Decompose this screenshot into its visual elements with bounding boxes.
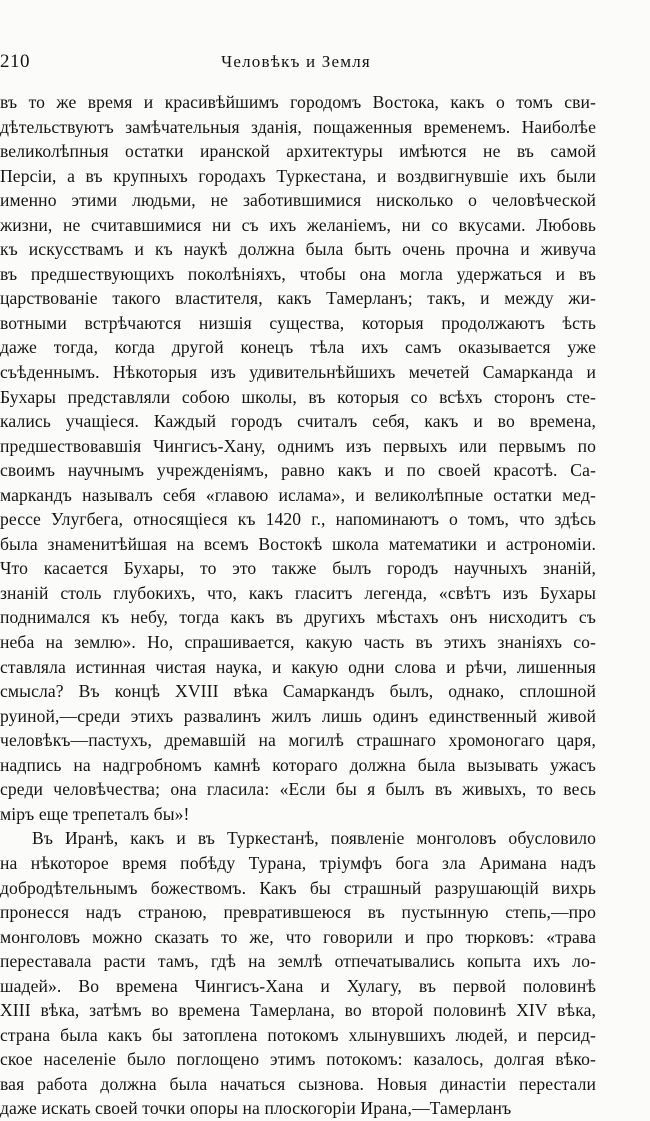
- text-line: смысла? Въ концѣ XVIII вѣка Самаркандъ былъ, однако, сплошной: [0, 681, 596, 702]
- text-line: неба на землю». Но, спрашивается, какую часть въ этихъ знаніяхъ со-: [0, 632, 596, 653]
- text-line: ское населеніе было поглощено этимъ потокомъ: казалось, долгая вѣко-: [0, 1049, 596, 1070]
- text-line: царствованіе такого властителя, какъ Тамерланъ; такъ, и между жи-: [0, 288, 596, 309]
- text-line: знаній столь глубокихъ, что, какъ гласитъ легенда, «свѣтъ изъ Бухары: [0, 582, 596, 603]
- text-line: жизни, не считавшимися ни съ ихъ желаніемъ, ни со вкусами. Любовь: [0, 214, 596, 235]
- paragraph: [0, 826, 596, 1121]
- text-line: Что касается Бухары, то это также былъ городъ научныхъ знаній,: [0, 558, 596, 579]
- text-line: страна была какъ бы затоплена потокомъ хлынувшихъ людей, и персид-: [0, 1024, 596, 1045]
- body-text: [0, 90, 596, 1121]
- page-header: [0, 48, 650, 76]
- text-line: предшествовавшія Чингисъ-Хану, однимъ изъ первыхъ или первымъ по: [0, 435, 596, 456]
- text-line: Въ Иранѣ, какъ и въ Туркестанѣ, появленіе монголовъ обусловило: [32, 828, 596, 849]
- text-line: даже тогда, когда другой конецъ тѣла ихъ самъ оказывается уже: [0, 337, 596, 358]
- text-line: въ предшествующихъ поколѣніяхъ, чтобы она могла удержаться и въ: [0, 263, 596, 284]
- text-line: шадей». Во времена Чингисъ-Хана и Хулагу, въ первой половинѣ: [0, 975, 596, 996]
- text-line: ставляла истинная чистая наука, и какую одни слова и рѣчи, лишенныя: [0, 656, 596, 677]
- text-line: даже искать своей точки опоры на плоскогоріи Ирана,—Тамерланъ: [0, 1098, 512, 1119]
- text-line: на нѣкоторое время побѣду Турана, тріумфъ бога зла Аримана надъ: [0, 852, 596, 873]
- text-line: вая работа должна была начаться сызнова. Новыя династіи перестали: [0, 1073, 596, 1094]
- text-line: Персіи, а въ крупныхъ городахъ Туркестана, и воздвигнувшіе ихъ были: [0, 165, 596, 186]
- text-line: переставала расти тамъ, гдѣ на землѣ отпечатывались копыта ихъ ло-: [0, 951, 596, 972]
- text-line: великолѣпныя остатки иранской архитектуры имѣются не въ самой: [0, 141, 596, 162]
- text-line: добродѣтельнымъ божествомъ. Какъ бы страшный разрушающій вихрь: [0, 877, 596, 898]
- text-line: была знаменитѣйшая на всемъ Востокѣ школа математики и астрономіи.: [0, 533, 596, 554]
- text-line: Бухары представляли собою школы, въ которыя со всѣхъ сторонъ сте-: [0, 386, 596, 407]
- text-line: вотными встрѣчаются низшія существа, которыя продолжаютъ ѣсть: [0, 312, 596, 333]
- text-line: къ искусствамъ и къ наукѣ должна была быть очень прочна и живуча: [0, 239, 596, 260]
- text-line: руиной,—среди этихъ развалинъ жилъ лишь одинъ единственный живой: [0, 705, 596, 726]
- paragraph: [0, 90, 596, 826]
- text-line: своимъ научнымъ учрежденіямъ, равно какъ и по своей красотѣ. Са-: [0, 460, 596, 481]
- text-line: человѣкъ—пастухъ, дремавшій на могилѣ страшнаго хромоногаго царя,: [0, 730, 596, 751]
- text-line: XIII вѣка, затѣмъ во времена Тамерлана, во второй половинѣ XIV вѣка,: [0, 1000, 596, 1021]
- text-line: среди человѣчества; она гласила: «Если бы я былъ въ живыхъ, то весь: [0, 779, 596, 800]
- text-line: надпись на надгробномъ камнѣ котораго должна была вызывать ужасъ: [0, 754, 596, 775]
- text-line: пронесся надъ страною, превратившеюся въ пустынную степь,—про: [0, 902, 596, 923]
- text-line: именно этими людьми, не заботившимися нисколько о человѣческой: [0, 190, 596, 211]
- text-line: поднимался къ небу, тогда какъ въ другихъ мѣстахъ онъ нисходитъ съ: [0, 607, 596, 628]
- text-line: ресcе Улугбега, относящіеся къ 1420 г., напоминаютъ о томъ, что здѣсь: [0, 509, 596, 530]
- page-number: 210: [0, 51, 30, 72]
- running-title: Человѣкъ и Земля: [221, 52, 371, 71]
- text-line: монголовъ можно сказать то же, что говорили и про тюрковъ: «трава: [0, 926, 596, 947]
- text-line: міръ еще трепеталъ бы»!: [0, 803, 190, 824]
- text-line: кались учащіеся. Каждый городъ считалъ себя, какъ и во времена,: [0, 411, 596, 432]
- text-line: съѣденнымъ. Нѣкоторыя изъ удивительнѣйшихъ мечетей Самарканда и: [0, 362, 596, 383]
- text-line: маркандъ называлъ себя «главою ислама», и великолѣпные остатки мед-: [0, 484, 596, 505]
- text-line: въ то же время и красивѣйшимъ городомъ Востока, какъ о томъ сви-: [0, 92, 596, 112]
- text-line: дѣтельствуютъ замѣчательныя зданія, пощаженныя временемъ. Наиболѣе: [0, 116, 596, 137]
